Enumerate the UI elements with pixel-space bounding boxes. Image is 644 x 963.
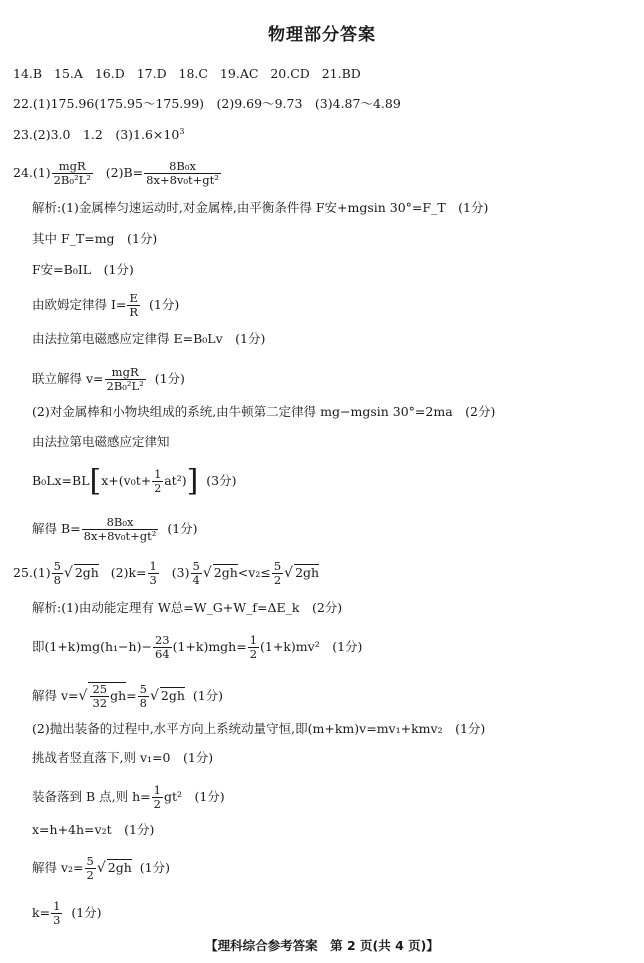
mc-answer: 19.AC <box>219 66 259 81</box>
q24-line-1: 解析:(1)金属棒匀速运动时,对金属棒,由平衡条件得 F安+mgsin 30°=F_T (1分) <box>32 200 489 215</box>
mc-answer-row <box>13 66 361 82</box>
fraction: $\frac{1}{3}$ <box>149 559 157 587</box>
mc-answer: 17.D <box>136 66 167 81</box>
fraction: $\frac{1}{2}$ <box>153 783 161 811</box>
q24-line-10: 解得 B= $\frac{\text{8B₀x}}{\text{8x+8v₀t+gt²}}$ (1分) <box>32 515 198 543</box>
fraction: $\frac{5}{4}$ <box>192 559 200 587</box>
q25-line-2: 即(1+k)mg(h₁−h)− $\frac{23}{64}$ (1+k)mgh= $\frac{1}{2}$ (1+k)mv² (1分) <box>32 633 363 661</box>
fraction: $\frac{5}{2}$ <box>86 854 94 882</box>
fraction: $\frac{5}{8}$ <box>53 559 61 587</box>
q23-answer: 23.(2)3.0 1.2 $(3)1.6\times 10^3$ <box>13 127 185 143</box>
fraction: $\frac{1}{2}$ <box>249 633 258 661</box>
mc-answer: 14.B <box>13 66 43 81</box>
fraction: $\frac{\text{8B₀x}}{\text{8x+8v₀t+gt²}}$ <box>83 515 157 543</box>
page-footer: 【理科综合参考答案 第 2 页(共 4 页)】 <box>205 938 439 953</box>
mc-answer: 21.BD <box>321 66 361 81</box>
q24-line-7: (2)对金属棒和小物块组成的系统,由牛顿第二定律得 mg−mgsin 30°=2ma (2分) <box>32 404 496 419</box>
fraction: $\frac{25}{32}$ <box>92 682 108 710</box>
q25-line-3: 解得 v=√ $\frac{25}{32}$ gh= $\frac{5}{8}$ √ 2gh (1分) <box>32 682 224 710</box>
q25-line-4: (2)抛出装备的过程中,水平方向上系统动量守恒,即(m+km)v=mv₁+kmv₂ (1分) <box>32 721 486 736</box>
q25-line-7: x=h+4h=v₂t (1分) <box>32 822 155 837</box>
fraction: $\frac{5}{8}$ <box>139 682 147 710</box>
q25-line-6: 装备落到 B 点,则 h= $\frac{1}{2}$ gt² (1分) <box>32 783 225 811</box>
fraction: $\frac{\text{8B₀x}}{\text{8x+8v₀t+gt²}}$ <box>146 159 219 187</box>
mc-answer: 20.CD <box>270 66 310 81</box>
fraction: $\frac{1}{3}$ <box>53 899 61 927</box>
fraction: $\frac{\text{mgR}}{\text{2B₀²L²}}$ <box>53 159 91 187</box>
page-title: 物理部分答案 <box>268 25 376 45</box>
q24-line-2: 其中 F_T=mg (1分) <box>32 231 158 246</box>
fraction: $\frac{\text{mgR}}{\text{2B₀²L²}}$ <box>106 365 144 393</box>
mc-answer: 16.D <box>94 66 125 81</box>
q25-line-5: 挑战者竖直落下,则 v₁=0 (1分) <box>32 750 214 765</box>
q24-line-5: 由法拉第电磁感应定律得 E=B₀Lv (1分) <box>32 331 266 346</box>
q25-line-9: k= $\frac{1}{3}$ (1分) <box>32 899 102 927</box>
fraction: $\frac{5}{2}$ <box>273 559 282 587</box>
fraction: $\frac{E}{R}$ <box>129 291 139 319</box>
q22-answer: 22.(1)175.96(175.95～175.99) (2)9.69～9.73 (3)4.87～4.89 <box>13 96 401 111</box>
q24-line-6: 联立解得 v= $\frac{\text{mgR}}{\text{2B₀²L²}}$ (1分) <box>32 365 185 393</box>
q25-answer: 25.(1) $\frac{5}{8}$ √ 2gh (2)k= $\frac{1}{3}$ (3) $\frac{5}{4}$ √ 2gh<v₂≤ $\frac{5}{2}$ √ 2gh <box>13 559 320 587</box>
q25-line-8: 解得 v₂= $\frac{5}{2}$ √ 2gh (1分) <box>32 854 170 882</box>
q24-line-9: B₀Lx=BL[x+(v₀t+ $\frac{1}{2}$ at²)] (3分) <box>32 463 237 499</box>
q25-line-1: 解析:(1)由动能定理有 W总=W_G+W_f=ΔE_k (2分) <box>32 600 343 615</box>
fraction: $\frac{23}{64}$ <box>154 633 170 661</box>
q24-line-4: 由欧姆定律得 I= $\frac{E}{R}$ (1分) <box>32 291 180 319</box>
mc-answer: 18.C <box>178 66 208 81</box>
fraction: $\frac{1}{2}$ <box>154 468 162 495</box>
q24-line-3: F安=B₀IL (1分) <box>32 262 134 277</box>
q24-line-8: 由法拉第电磁感应定律知 <box>32 434 170 449</box>
q24-answer: 24.(1) $\frac{\text{mgR}}{\text{2B₀²L²}}$ (2)B= $\frac{\text{8B₀x}}{\text{8x+8v₀t+gt²}}$ <box>13 159 219 187</box>
mc-answer: 15.A <box>54 66 83 81</box>
